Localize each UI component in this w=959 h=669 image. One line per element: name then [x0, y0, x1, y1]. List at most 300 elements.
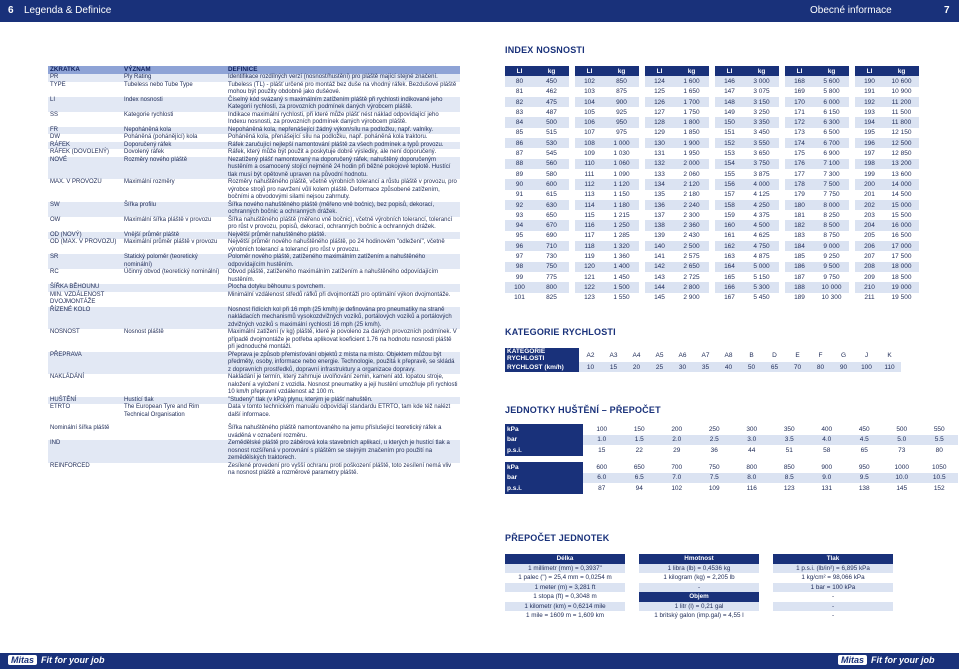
- load-index-value: 174: [785, 138, 814, 148]
- load-index-value: 207: [864, 252, 875, 260]
- legend-meaning: [122, 352, 226, 375]
- load-capacity-kg: 3 150: [744, 97, 779, 107]
- inflation-value: 10.0: [883, 473, 921, 484]
- load-capacity-kg: 5 150: [753, 273, 770, 281]
- load-capacity-kg: 1 450: [613, 273, 630, 281]
- load-capacity-kg: 4 375: [753, 211, 770, 219]
- load-capacity-kg: 7 500: [814, 179, 849, 189]
- legend-row: [48, 232, 460, 240]
- load-capacity-kg: 18 000: [884, 262, 919, 272]
- load-index-header-li: LI: [855, 66, 884, 76]
- load-index-value: 92: [505, 200, 534, 210]
- inflation-title: JEDNOTKY HUŠTĚNÍ – PŘEPOČET: [505, 405, 661, 415]
- top-header-bar: [0, 0, 959, 22]
- inflation-row-kpa: [505, 424, 958, 435]
- load-index-value: 157: [724, 191, 735, 199]
- inflation-value: 250: [708, 425, 720, 433]
- legend-meaning: Nosnost pláště: [124, 329, 164, 335]
- load-capacity-kg: 2 650: [674, 262, 709, 272]
- load-capacity-kg: 2 300: [683, 211, 700, 219]
- legend-row: [48, 112, 460, 127]
- load-capacity-kg: 1 550: [613, 294, 630, 302]
- conversion-cell: 1 mile = 1609 m = 1,609 km: [525, 612, 605, 620]
- inflation-unit-label: bar: [505, 435, 583, 446]
- unit-conversion-title: PŘEPOČET JEDNOTEK: [505, 533, 610, 543]
- inflation-value: 500: [896, 425, 908, 433]
- legend-abbrev: IND: [48, 440, 122, 463]
- legend-definition: Nosnost řídících kol při 16 mph (25 km/h) je definována pro pneumatiky na straně nakládacích mechanismů vysokozdvižných vozíků, portálových vozíků a portálových zdvižných vozíků s maximální rychlostí 16 mph (25 km/h).: [226, 307, 460, 330]
- legend-abbrev: PŘEPRAVA: [48, 352, 122, 375]
- load-capacity-kg: 3 000: [744, 76, 779, 86]
- load-index-value: 129: [654, 129, 665, 137]
- load-capacity-kg: 2 500: [674, 241, 709, 251]
- load-capacity-kg: 4 750: [744, 241, 779, 251]
- load-index-value: 141: [654, 252, 665, 260]
- legend-meaning: Index nosnosti: [122, 97, 226, 112]
- load-index-value: 149: [724, 108, 735, 116]
- load-index-value: 186: [785, 262, 814, 272]
- load-capacity-kg: 4 250: [744, 200, 779, 210]
- legend-meaning: [122, 292, 226, 307]
- load-index-value: 183: [794, 232, 805, 240]
- load-index-value: 98: [505, 262, 534, 272]
- speed-kmh-cell: 110: [878, 362, 901, 372]
- load-capacity-kg: 545: [546, 150, 557, 158]
- legend-abbrev: RC: [50, 269, 59, 275]
- legend-row: [48, 179, 460, 202]
- load-index-value: 81: [515, 88, 524, 96]
- load-index-value: 197: [864, 150, 875, 158]
- legend-definition: Tubeless (TL) - plášť určené pro montáž bez duše na vhodný ráfek. Bezdušové pláště mohou být použity obdobně jako dušéové.: [228, 81, 457, 95]
- load-index-value: 198: [855, 159, 884, 169]
- speed-category-table: [505, 348, 901, 372]
- load-capacity-kg: 1 600: [674, 76, 709, 86]
- load-index-value: 193: [864, 108, 875, 116]
- legend-meaning: Nepoháněná kola: [122, 127, 226, 135]
- legend-meaning: The European Tyre and Rim Technical Organisation: [124, 404, 200, 418]
- inflation-value: 87: [598, 484, 606, 492]
- load-capacity-kg: 3 250: [753, 108, 770, 116]
- legend-abbrev: NOVÉ: [48, 157, 122, 180]
- inflation-value: 123: [783, 484, 795, 492]
- inflation-row-kpa: [505, 462, 958, 473]
- inflation-unit-label: p.s.i.: [505, 445, 583, 456]
- load-index-header-kg: kg: [534, 66, 569, 76]
- load-index-value: 89: [515, 170, 524, 178]
- load-index-value: 117: [584, 232, 595, 240]
- inflation-value: 6.0: [583, 473, 621, 484]
- load-index-value: 165: [724, 273, 735, 281]
- legend-definition: Ráfek zaručující nejlepší namontování pláště za všech podmínek a typů provozu.: [226, 142, 460, 150]
- legend-abbrev: RÁFEK: [48, 142, 122, 150]
- load-index-value: 158: [715, 200, 744, 210]
- conversion-row: [505, 592, 893, 602]
- load-index-value: 181: [794, 211, 805, 219]
- load-index-header-li: LI: [505, 66, 534, 76]
- inflation-value: 44: [748, 446, 756, 454]
- conv-header-mass: Hmotnost: [639, 554, 759, 564]
- load-index-value: 133: [654, 170, 665, 178]
- load-capacity-kg: 5 450: [753, 294, 770, 302]
- load-index-value: 105: [584, 108, 595, 116]
- speed-category-cell: A5: [648, 348, 671, 362]
- inflation-value: 7.0: [658, 473, 696, 484]
- legend-meaning: Maximální průměr pláště v provozu: [124, 239, 218, 245]
- bottom-footer-bar: [0, 653, 959, 669]
- load-capacity-kg: 16 000: [884, 220, 919, 230]
- load-index-value: 147: [724, 88, 735, 96]
- load-index-value: 142: [645, 262, 674, 272]
- load-capacity-kg: 2 120: [674, 179, 709, 189]
- speed-category-cell: J: [855, 348, 878, 362]
- load-index-value: 151: [724, 129, 735, 137]
- inflation-row-psi: [505, 445, 958, 456]
- speed-kmh-cell: 25: [648, 362, 671, 372]
- legend-abbrev: DW: [50, 134, 60, 140]
- load-index-value: 137: [654, 211, 665, 219]
- speed-kmh-cell: 15: [602, 362, 625, 372]
- load-index-value: 176: [785, 159, 814, 169]
- speed-category-cell: E: [786, 348, 809, 362]
- load-index-value: 120: [575, 262, 604, 272]
- load-index-value: 119: [584, 252, 595, 260]
- load-index-header-li: LI: [785, 66, 814, 76]
- load-capacity-kg: 950: [604, 117, 639, 127]
- legend-meaning: Účinný obvod (teoretický nominální): [124, 269, 220, 275]
- inflation-value: 5.5: [921, 435, 959, 446]
- load-capacity-kg: 7 100: [814, 159, 849, 169]
- load-capacity-kg: 1 900: [674, 138, 709, 148]
- load-capacity-kg: 12 500: [884, 138, 919, 148]
- load-index-value: 128: [645, 117, 674, 127]
- legend-meaning: Ply Rating: [122, 74, 226, 82]
- load-capacity-kg: 19 000: [884, 282, 919, 292]
- conversion-cell: 1 litr (l) = 0,21 gal: [639, 602, 759, 612]
- legend-meaning: Maximální rozměry: [124, 179, 175, 185]
- inflation-value: 300: [746, 425, 758, 433]
- legend-row: [48, 97, 460, 112]
- load-index-row: [505, 293, 919, 303]
- legend-row: [48, 239, 460, 254]
- load-index-value: 144: [645, 282, 674, 292]
- load-capacity-kg: 6 000: [814, 97, 849, 107]
- legend-row: [48, 374, 460, 397]
- load-capacity-kg: 2 360: [674, 220, 709, 230]
- load-capacity-kg: 1 800: [674, 117, 709, 127]
- speed-category-cell: A7: [694, 348, 717, 362]
- load-index-row: [505, 251, 919, 261]
- load-index-value: 88: [505, 159, 534, 169]
- legend-meaning: Maximální šířka pláště v provozu: [124, 216, 212, 223]
- legend-row: [48, 269, 460, 284]
- legend-abbrev: OD (NOVÝ): [48, 232, 122, 240]
- load-capacity-kg: 4 625: [753, 232, 770, 240]
- inflation-value: 10.5: [921, 473, 959, 484]
- inflation-value: 3.0: [733, 435, 771, 446]
- inflation-value: 1.5: [621, 435, 659, 446]
- load-index-value: 123: [584, 294, 595, 302]
- load-capacity-kg: 1 500: [604, 282, 639, 292]
- load-index-value: 173: [794, 129, 805, 137]
- legend-definition: Zesílené provedení pro vyšší ochranu proti poškození pláště, toto zesílení nemá vliv na nosnost pláště a rozměrové parametry pláště.: [228, 462, 452, 476]
- load-index-value: 114: [575, 200, 604, 210]
- conversion-cell: 1 bar = 100 kPa: [773, 583, 893, 593]
- load-capacity-kg: 11 500: [891, 108, 912, 116]
- legend-definition: Poloměr nového pláště, zatíženého maximálním zatížením a nahuštěného odpovídajícím hustěním.: [226, 254, 460, 269]
- legend-abbrev: SW: [48, 202, 122, 217]
- conversion-row: [505, 602, 893, 612]
- load-capacity-kg: 1 150: [613, 191, 630, 199]
- legend-abbrev: SR: [48, 254, 122, 269]
- load-capacity-kg: 2 575: [683, 252, 700, 260]
- load-index-header-li: LI: [715, 66, 744, 76]
- load-capacity-kg: 2 180: [683, 191, 700, 199]
- load-index-value: 152: [715, 138, 744, 148]
- load-capacity-kg: 1 400: [604, 262, 639, 272]
- load-index-value: 190: [855, 76, 884, 86]
- load-capacity-kg: 850: [604, 76, 639, 86]
- legend-meaning: [122, 463, 226, 478]
- load-capacity-kg: 9 250: [823, 252, 840, 260]
- legend-abbrev: HUŠTĚNÍ: [48, 397, 122, 405]
- conversion-row: [505, 611, 893, 621]
- load-index-value: 140: [645, 241, 674, 251]
- load-capacity-kg: 2 725: [683, 273, 700, 281]
- load-index-value: 135: [654, 191, 665, 199]
- legend-abbrev: NAKLÁDÁNÍ: [50, 374, 85, 380]
- legend-meaning: Poháněná (pohánějící) kola: [124, 134, 198, 140]
- speed-kmh-label: RYCHLOST (km/h): [505, 362, 579, 372]
- load-index-value: 182: [785, 220, 814, 230]
- load-index-value: 106: [575, 117, 604, 127]
- inflation-unit-label: kPa: [505, 424, 583, 435]
- legend-definition: Ráfek, který může být použit a poskytuje dobré výsledky, ale není doporučený.: [228, 149, 437, 155]
- load-index-row: [505, 148, 919, 158]
- legend-row: [48, 463, 460, 478]
- load-capacity-kg: 650: [546, 211, 557, 219]
- conv-header-length: Délka: [505, 554, 625, 564]
- load-capacity-kg: 2 900: [683, 294, 700, 302]
- load-capacity-kg: 975: [616, 129, 627, 137]
- load-capacity-kg: 6 500: [823, 129, 840, 137]
- legend-row: [48, 307, 460, 330]
- speed-kmh-cell: 100: [855, 362, 878, 372]
- load-index-value: 83: [515, 108, 524, 116]
- legend-row: [48, 404, 460, 419]
- left-page-title: Legenda & Definice: [24, 5, 112, 16]
- inflation-value: 200: [671, 425, 683, 433]
- load-index-value: 107: [584, 129, 595, 137]
- inflation-value: 1000: [894, 463, 909, 471]
- load-capacity-kg: 11 800: [884, 117, 919, 127]
- load-capacity-kg: 462: [546, 88, 557, 96]
- load-index-value: 166: [715, 282, 744, 292]
- load-index-value: 202: [855, 200, 884, 210]
- legend-row: [48, 157, 460, 180]
- load-index-row: [505, 128, 919, 138]
- load-capacity-kg: 1 120: [604, 179, 639, 189]
- inflation-value: 80: [935, 446, 943, 454]
- load-index-value: 204: [855, 220, 884, 230]
- legend-abbrev: NOSNOST: [50, 329, 80, 335]
- conversion-cell: 1 millimetr (mm) = 0,3937": [505, 564, 625, 574]
- load-index-value: 111: [584, 170, 595, 178]
- inflation-value: 65: [860, 446, 868, 454]
- load-index-header-kg: kg: [814, 66, 849, 76]
- inflation-value: 102: [671, 484, 683, 492]
- legend-abbrev: SS: [50, 111, 59, 118]
- load-capacity-kg: 3 350: [744, 117, 779, 127]
- load-capacity-kg: 3 550: [744, 138, 779, 148]
- load-capacity-kg: 1 850: [683, 129, 700, 137]
- conversion-row: [505, 564, 893, 574]
- footer-logo-right: Mitas Fit for your job: [838, 655, 935, 667]
- legend-row: [48, 397, 460, 405]
- load-capacity-kg: 1 250: [604, 220, 639, 230]
- left-page-number: 6: [8, 5, 14, 16]
- load-index-value: 115: [584, 211, 595, 219]
- load-capacity-kg: 1 030: [613, 150, 630, 158]
- inflation-value: 350: [783, 425, 795, 433]
- load-capacity-kg: 10 000: [814, 282, 849, 292]
- load-capacity-kg: 1 060: [604, 159, 639, 169]
- speed-category-cell: A6: [671, 348, 694, 362]
- load-capacity-kg: 1 360: [613, 252, 630, 260]
- load-index-value: 121: [584, 273, 595, 281]
- load-capacity-kg: 5 800: [823, 88, 840, 96]
- inflation-value: 51: [785, 446, 793, 454]
- conversion-cell: 1 libra (lb) = 0,4536 kg: [639, 564, 759, 574]
- conversion-cell: 1 p.s.i. (lb/in²) = 6,895 kPa: [773, 564, 893, 574]
- legend-row: [48, 217, 460, 232]
- load-capacity-kg: 630: [534, 200, 569, 210]
- load-index-value: 192: [855, 97, 884, 107]
- legend-meaning: [122, 307, 226, 330]
- load-index-value: 199: [864, 170, 875, 178]
- inflation-value: 950: [858, 463, 870, 471]
- legend-meaning: Šířka profilu: [122, 202, 226, 217]
- load-index-value: 179: [794, 191, 805, 199]
- load-capacity-kg: 6 900: [823, 150, 840, 158]
- inflation-value: 2.0: [658, 435, 696, 446]
- legend-definition: Data v tomto technickém manuálu odpovídají standardu ETRTO, tam kde též nalézt další informace.: [228, 404, 451, 418]
- inflation-value: 600: [596, 463, 608, 471]
- load-capacity-kg: 1 950: [683, 150, 700, 158]
- load-capacity-kg: 8 250: [823, 211, 840, 219]
- legend-definition: Přeprava je způsob přemisťování objektů z místa na místo. Objektem můžou být předměty, osoby, informace nebo energie. Technologie, použitá k přepravě, se skládá z dopravních prostředků, dopravní infrastruktury a organizace dopravy.: [226, 352, 460, 375]
- load-index-value: 113: [584, 191, 595, 199]
- load-index-header-kg: kg: [884, 66, 919, 76]
- speed-category-cell: A2: [579, 348, 602, 362]
- load-index-value: 171: [794, 108, 805, 116]
- legend-definition: Šířka nahuštěného pláště (měřeno vně bočnic), včetně výrobních tolerancí, tolerancí pro růst v provozu, popisů, dekorací, ochranných bočnic a ochranných drážek.: [228, 216, 453, 230]
- speed-category-cell: A3: [602, 348, 625, 362]
- load-index-value: 209: [864, 273, 875, 281]
- inflation-value: 1.0: [583, 435, 621, 446]
- speed-category-cell: A8: [717, 348, 740, 362]
- speed-category-cell: A4: [625, 348, 648, 362]
- load-index-value: 122: [575, 282, 604, 292]
- legend-definition: "Studený" tlak (v kPa) plynu, kterým je plášť nahuštěn.: [226, 397, 460, 405]
- load-index-value: 130: [645, 138, 674, 148]
- legend-definition: Šířka nového nahuštěného pláště (měřeno vně bočnic), bez popisů, dekorací, ochranných bočnic a ochranných drážek.: [226, 202, 460, 217]
- load-index-value: 194: [855, 117, 884, 127]
- inflation-value: 29: [673, 446, 681, 454]
- load-index-value: 150: [715, 117, 744, 127]
- load-index-value: 84: [505, 117, 534, 127]
- load-index-value: 168: [785, 76, 814, 86]
- speed-category-cell: K: [878, 348, 901, 362]
- inflation-value: 700: [671, 463, 683, 471]
- conversion-cell: -: [639, 583, 759, 593]
- load-capacity-kg: 500: [534, 117, 569, 127]
- legend-abbrev: RÁFEK (DOVOLENÝ): [50, 149, 110, 155]
- inflation-value: 150: [633, 425, 645, 433]
- load-index-row: [505, 117, 919, 127]
- load-capacity-kg: 530: [534, 138, 569, 148]
- load-capacity-kg: 775: [546, 273, 557, 281]
- load-index-value: 211: [864, 294, 875, 302]
- load-index-value: 201: [864, 191, 875, 199]
- load-index-value: 146: [715, 76, 744, 86]
- load-index-value: 104: [575, 97, 604, 107]
- inflation-value: 450: [858, 425, 870, 433]
- load-capacity-kg: 2 060: [683, 170, 700, 178]
- legend-definition: Šířka nahuštěného pláště namontovaného na jemu příslušející teoretický ráfek a uváděná v označení rozměru.: [228, 425, 442, 439]
- load-index-value: 116: [575, 220, 604, 230]
- legend-abbrev: REINFORCED: [50, 462, 90, 469]
- legend-definition: Číselný kód svázaný s maximálním zatížením pláště při rychlosti indikované jeho Kategorií rychlosti, za provozních podmínek daných výrobcem pláště.: [226, 97, 460, 112]
- load-capacity-kg: 560: [534, 159, 569, 169]
- legend-abbrev: ŘÍZENÉ KOLO: [48, 307, 122, 330]
- legend-abbrev: TYPE: [50, 81, 66, 88]
- load-capacity-kg: 11 200: [884, 97, 919, 107]
- load-index-header-li: LI: [575, 66, 604, 76]
- legend-definition: Největší průměr nahuštěného pláště.: [226, 232, 460, 240]
- conversion-cell: 1 stopa (ft) = 0,3048 m: [533, 593, 597, 601]
- inflation-value: 8.0: [733, 473, 771, 484]
- load-index-value: 86: [505, 138, 534, 148]
- load-index-row: [505, 179, 919, 189]
- load-capacity-kg: 900: [604, 97, 639, 107]
- inflation-value: 152: [933, 484, 945, 492]
- legend-meaning: [122, 425, 226, 440]
- load-capacity-kg: 12 850: [891, 150, 912, 158]
- load-capacity-kg: 2 240: [674, 200, 709, 210]
- load-capacity-kg: 4 000: [744, 179, 779, 189]
- load-index-value: 132: [645, 159, 674, 169]
- load-index-value: 169: [794, 88, 805, 96]
- inflation-row-bar: [505, 435, 958, 446]
- speed-category-cell: F: [809, 348, 832, 362]
- load-index-value: 154: [715, 159, 744, 169]
- conversion-cell: Objem: [639, 592, 759, 602]
- load-capacity-kg: 1 215: [613, 211, 630, 219]
- load-index-value: 153: [724, 150, 735, 158]
- load-capacity-kg: 5 600: [814, 76, 849, 86]
- load-index-value: 170: [785, 97, 814, 107]
- load-index-value: 187: [794, 273, 805, 281]
- load-capacity-kg: 3 750: [744, 159, 779, 169]
- load-index-value: 180: [785, 200, 814, 210]
- load-capacity-kg: 6 700: [814, 138, 849, 148]
- legend-row: [48, 82, 460, 97]
- load-capacity-kg: 800: [534, 282, 569, 292]
- load-capacity-kg: 16 500: [891, 232, 912, 240]
- load-capacity-kg: 6 300: [814, 117, 849, 127]
- legend-meaning: Dovolený ráfek: [124, 149, 165, 155]
- inflation-unit-label: bar: [505, 473, 583, 484]
